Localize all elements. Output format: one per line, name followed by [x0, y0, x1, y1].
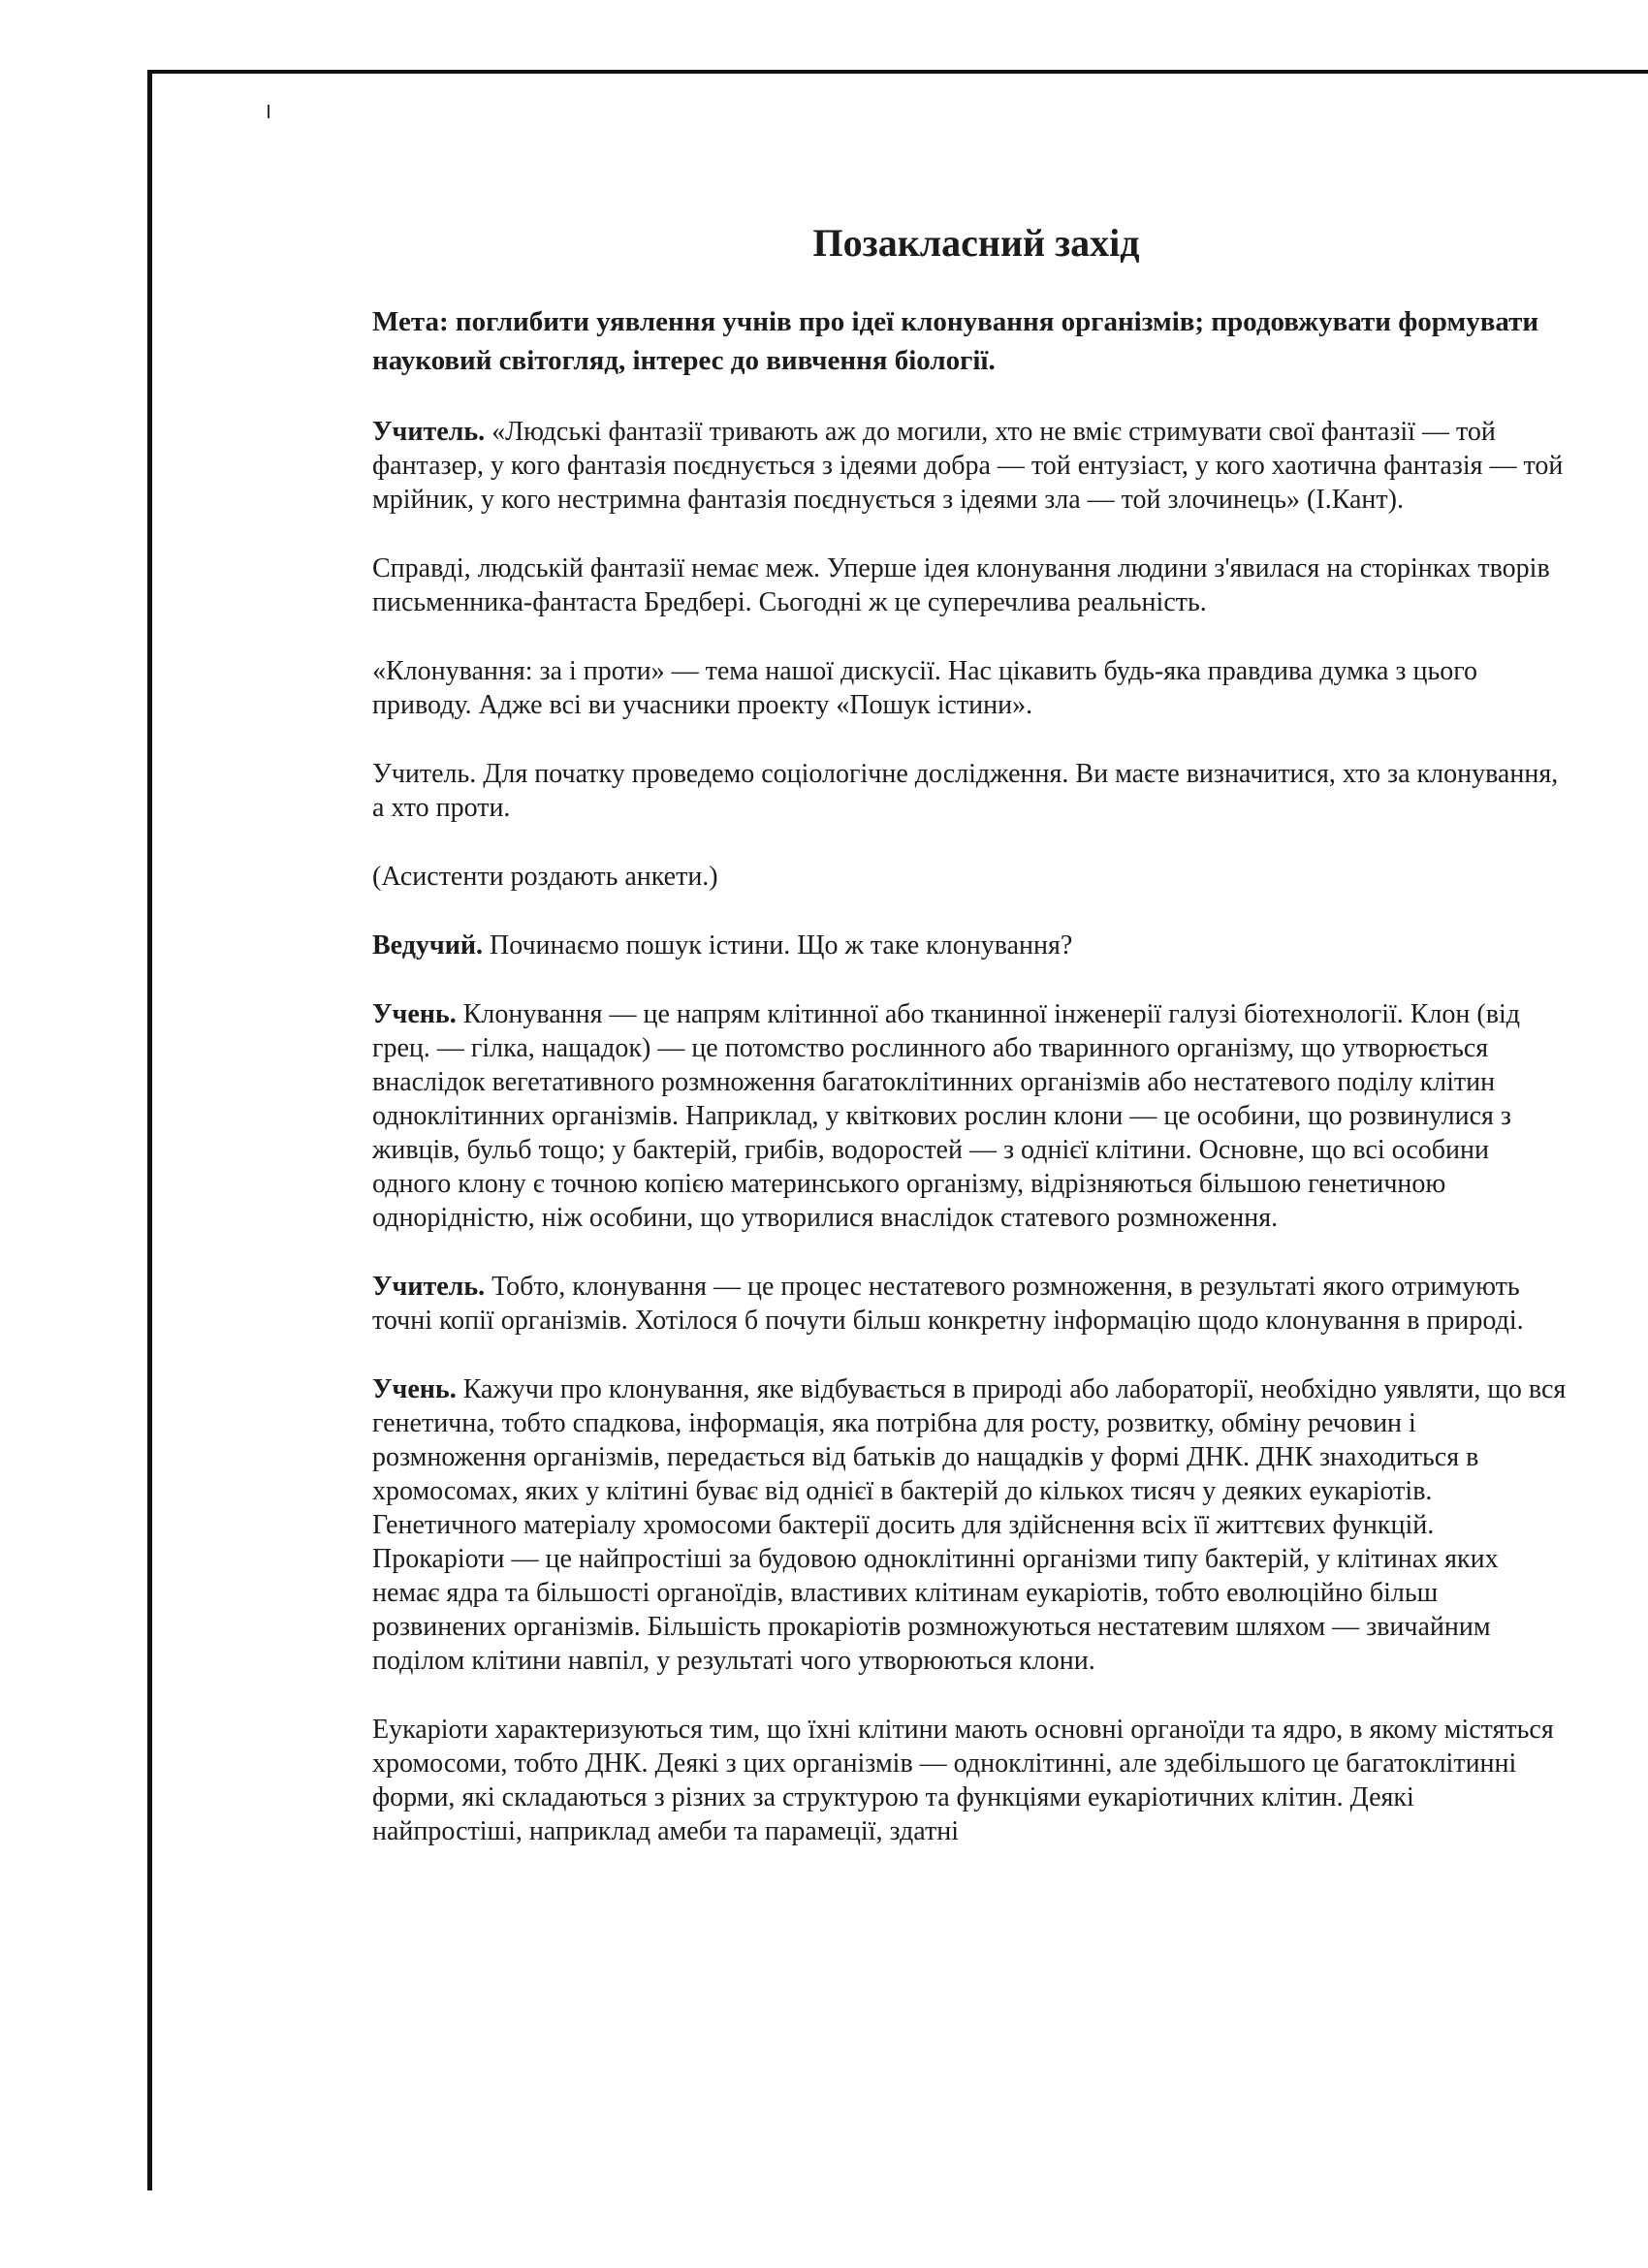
paragraph-text: «Клонування: за і проти» — тема нашої дискусії. Нас цікавить будь-яка правдива думка з цього приводу. Адже всі ви учасники проекту «Пошук істини». [372, 656, 1478, 720]
paragraph-4 [372, 757, 1570, 825]
paragraph-7 [372, 997, 1570, 1235]
paragraph-text: Починаємо пошук істини. Що ж таке клонування? [482, 930, 1073, 961]
paragraph-text: Кажучи про клонування, яке відбувається в природі або лабораторії, необхідно уявляти, що вся генетична, тобто спадкова, інформація, яка потрібна для росту, розвитку, обміну речовин і розмноження організмів, передається від батьків до нащадків у формі ДНК. ДНК знаходиться в хромосомах, яких у клітині буває від однієї в бактерій до кількох тисяч у деяких еукаріотів. Генетичного матеріалу хромосоми бактерії досить для здійснення всіх її життєвих функцій. Прокаріоти — це найпростіші за будовою одноклітинні організми типу бактерій, у клітинах яких немає ядра та більшості органоїдів, властивих клітинам еукаріотів, тобто еволюційно більш розвинених організмів. Більшість прокаріотів розмножуються нестатевим шляхом — звичайним поділом клітини навпіл, у результаті чого утворюються клони. [372, 1374, 1567, 1676]
speaker-label: Учень. [372, 1374, 457, 1404]
paragraph-text: Учитель. Для початку проведемо соціологічне дослідження. Ви маєте визначитися, хто за клонування, а хто проти. [372, 759, 1559, 823]
paragraph-text: (Асистенти роздають анкети.) [372, 862, 718, 892]
paragraph-text: Еукаріоти характеризуються тим, що їхні клітини мають основні органоїди та ядро, в якому містяться хромосоми, тобто ДНК. Деякі з цих організмів — одноклітинні, але здебільшого це багатоклітинні форми, які складаються з різних за структурою та функціями еукаріотичних клітин. Деякі найпростіші, наприклад амеби та парамеції, здатні [372, 1715, 1554, 1846]
paragraph-6 [372, 929, 1570, 962]
scan-border-top [147, 70, 1648, 74]
paragraph-text: Тобто, клонування — це процес нестатевого розмноження, в результаті якого отримують точні копії організмів. Хотілося б почути більш конкретну інформацію щодо клонування в природі. [372, 1272, 1524, 1336]
paragraph-2 [372, 551, 1570, 619]
paragraph-text: Справді, людській фантазії немає меж. Уперше ідея клонування людини з'явилася на сторінках творів письменника-фантаста Бредбері. Сьогодні ж це суперечлива реальність. [372, 553, 1550, 617]
document-body [372, 219, 1570, 1883]
scan-border-left [147, 70, 152, 2190]
paragraph-text: Клонування — це напрям клітинної або тканинної інженерії галузі біотехнології. Клон (від грец. — гілка, нащадок) — це потомство рослинного або тваринного організму, що утворюється внаслідок вегетативного розмноження багатоклітинних організмів або нестатевого поділу клітин одноклітинних організмів. Наприклад, у квіткових рослин клони — це особини, що розвинулися з живців, бульб тощо; у бактерій, грибів, водоростей — з однієї клітини. Основне, що всі особини одного клону є точною копією материнського організму, відрізняються більшою генетичною однорідністю, ніж особини, що утворилися внаслідок статевого розмноження. [372, 999, 1520, 1233]
speaker-label: Учитель. [372, 417, 486, 447]
scan-mark [268, 105, 269, 118]
speaker-label: Учень. [372, 999, 457, 1029]
document-title: Позакласний захід [812, 221, 1140, 265]
paragraph-1 [372, 415, 1570, 517]
paragraph-3 [372, 654, 1570, 722]
paragraph-9 [372, 1372, 1570, 1678]
paragraph-5 [372, 860, 1570, 894]
speaker-label: Учитель. [372, 1272, 486, 1302]
document-aim: Мета: поглибити уявлення учнів про ідеї клонування організмів; продовжувати формувати науковий світогляд, інтерес до вивчення біології. [372, 306, 1539, 376]
paragraph-text: «Людські фантазії тривають аж до могили, хто не вміє стримувати свої фантазії — той фантазер, у кого фантазія поєднується з ідеями добра — той ентузіаст, у кого хаотична фантазія — той мрійник, у кого нестримна фантазія поєднується з ідеями зла — той злочинець» (І.Кант). [372, 417, 1564, 515]
paragraph-10 [372, 1713, 1570, 1848]
paragraph-8 [372, 1270, 1570, 1338]
speaker-label: Ведучий. [372, 930, 483, 961]
